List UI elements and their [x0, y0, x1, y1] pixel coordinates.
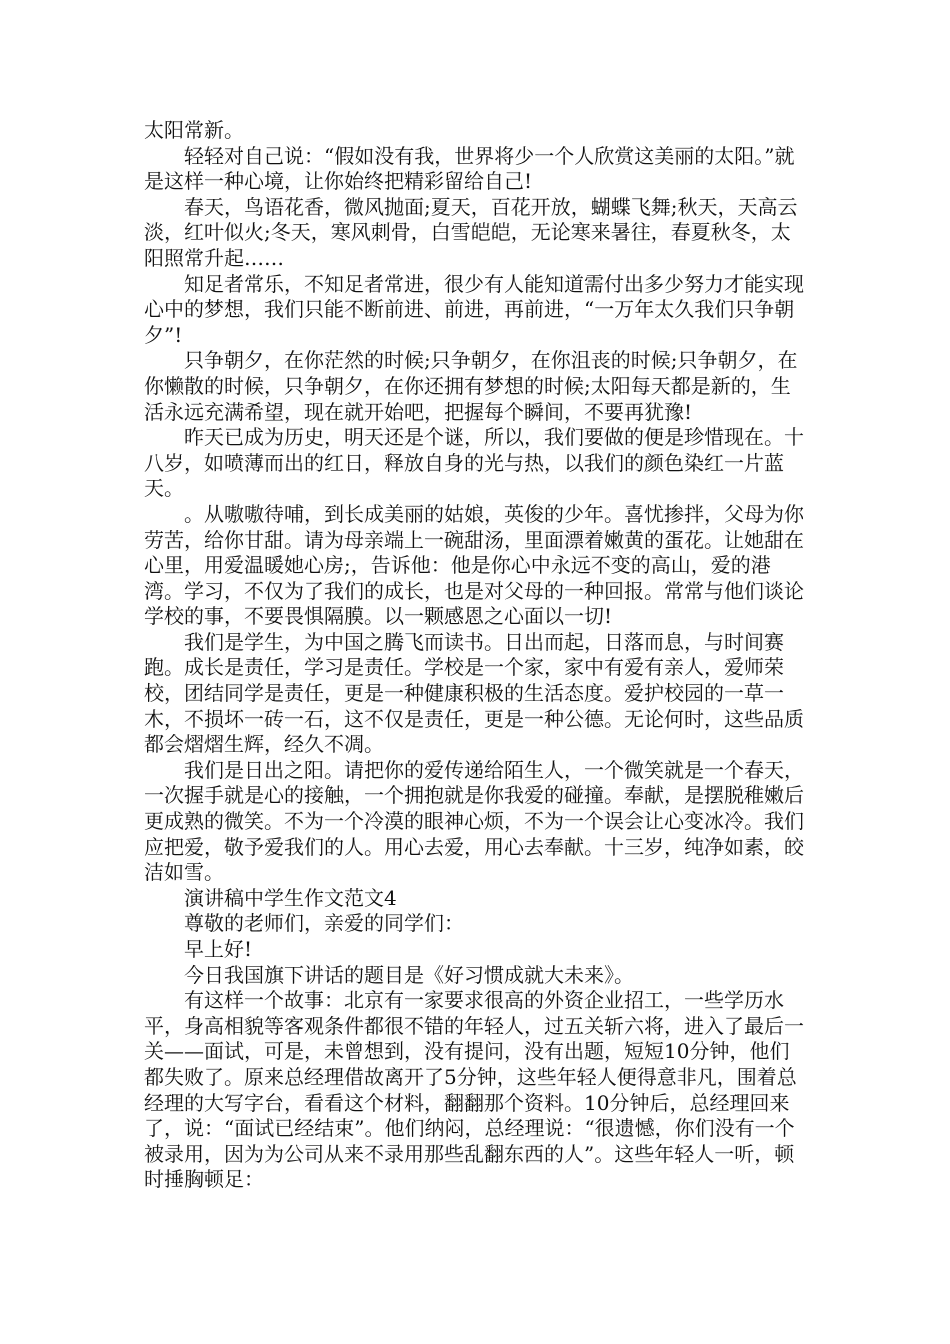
paragraph: 春天，鸟语花香，微风抛面;夏天，百花开放，蝴蝶飞舞;秋天，天高云淡，红叶似火;冬天，寒风刺骨，白雪皑皑，无论寒来暑往，春夏秋冬，太阳照常升起……: [144, 194, 798, 270]
paragraph: 只争朝夕，在你茫然的时候;只争朝夕，在你沮丧的时候;只争朝夕，在你懒散的时候，只争朝夕，在你还拥有梦想的时候;太阳每天都是新的，生活永远充满希望，现在就开始吧，把握每个瞬间，不要再犹豫!: [144, 348, 798, 424]
document-body: [144, 118, 806, 1193]
paragraph: 轻轻对自己说：“假如没有我，世界将少一个人欣赏这美丽的太阳。”就是这样一种心境，让你始终把精彩留给自己!: [144, 143, 795, 194]
section-heading: 演讲稿中学生作文范文4: [184, 885, 397, 910]
paragraph: 。从嗷嗷待哺，到长成美丽的姑娘，英俊的少年。喜忧掺拌，父母为你劳苦，给你甘甜。请为母亲端上一碗甜汤，里面漂着嫩黄的蛋花。让她甜在心里，用爱温暖她心房;，告诉他：他是你心中永远不变的高山，爱的港湾。学习，不仅为了我们的成长，也是对父母的一种回报。常常与他们谈论学校的事，不要畏惧隔膜。以一颗感恩之心面以一切!: [144, 501, 804, 629]
paragraph: 我们是学生，为中国之腾飞而读书。日出而起，日落而息，与时间赛跑。成长是责任，学习是责任。学校是一个家，家中有爱有亲人，爱师荣校，团结同学是责任，更是一种健康积极的生活态度。爱护校园的一草一木，不损坏一砖一石，这不仅是责任，更是一种公德。无论何时，这些品质都会熠熠生辉，经久不凋。: [144, 629, 804, 757]
paragraph: 今日我国旗下讲话的题目是《好习惯成就大未来》。: [184, 962, 634, 987]
greeting: 早上好!: [184, 937, 253, 961]
paragraph-continuation: 太阳常新。: [144, 118, 244, 142]
salutation: 尊敬的老师们，亲爱的同学们：: [184, 911, 464, 936]
paragraph: 知足者常乐，不知足者常进，很少有人能知道需付出多少努力才能实现心中的梦想，我们只能不断前进、前进，再前进，“一万年太久我们只争朝夕”!: [144, 271, 804, 347]
paragraph: 有这样一个故事：北京有一家要求很高的外资企业招工，一些学历水平，身高相貌等客观条件都很不错的年轻人，过五关斩六将，进入了最后一关——面试，可是，未曾想到，没有提问，没有出题，短短10分钟，他们都失败了。原来总经理借故离开了5分钟，这些年轻人便得意非凡，围着总经理的大写字台，看看这个材料，翻翻那个资料。10分钟后，总经理回来了，说：“面试已经结束”。他们纳闷，总经理说：“很遗憾，你们没有一个被录用，因为为公司从来不录用那些乱翻东西的人”。这些年轻人一听，顿时捶胸顿足：: [144, 988, 804, 1192]
paragraph: 我们是日出之阳。请把你的爱传递给陌生人，一个微笑就是一个春天，一次握手就是心的接触，一个拥抱就是你我爱的碰撞。奉献，是摆脱稚嫩后更成熟的微笑。不为一个冷漠的眼神心烦，不为一个误会让心变冰冷。我们应把爱，敬予爱我们的人。用心去爱，用心去奉献。十三岁，纯净如素，皎洁如雪。: [144, 757, 804, 885]
paragraph: 昨天已成为历史，明天还是个谜，所以，我们要做的便是珍惜现在。十八岁，如喷薄而出的红日，释放自身的光与热，以我们的颜色染红一片蓝天。: [144, 425, 804, 501]
